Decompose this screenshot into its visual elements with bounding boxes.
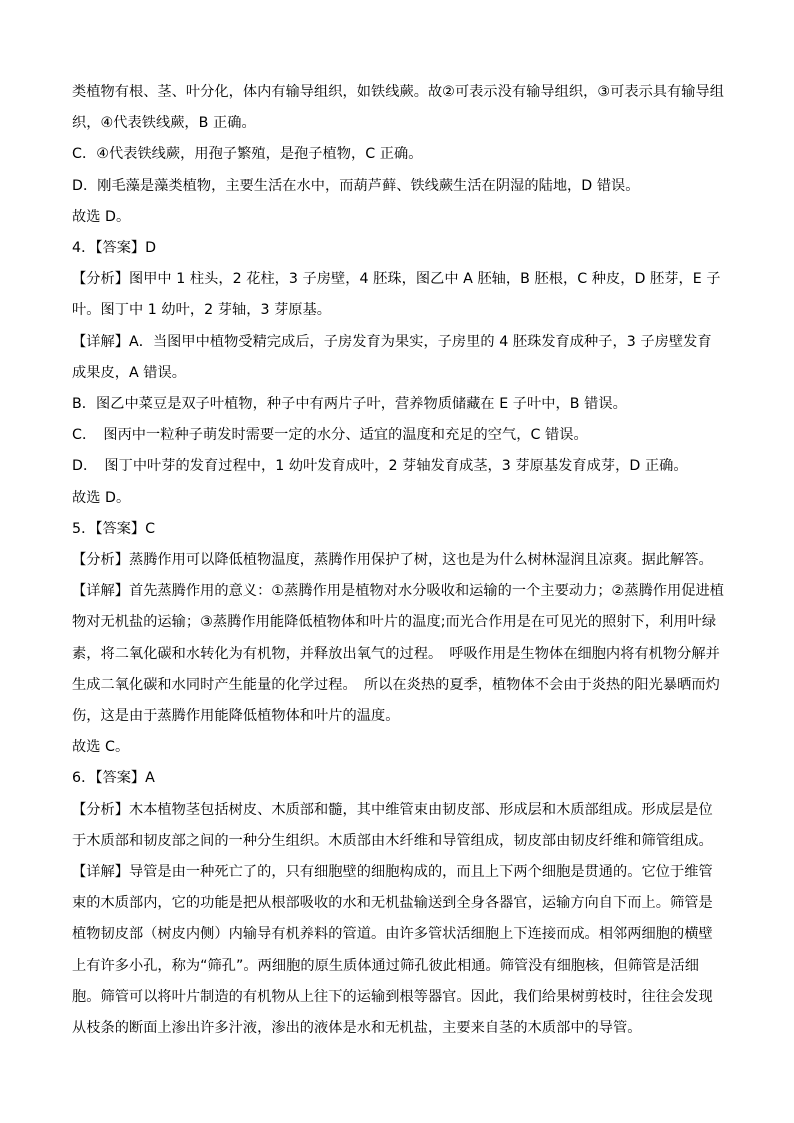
question-5-answer: 5．【答案】C: [72, 520, 156, 537]
question-4-detail-d: D． 图丁中叶芽的发育过程中，1 幼叶发育成叶，2 芽轴发育成茎，3 芽原基发育成芽，D 正确。: [72, 458, 688, 475]
question-5-choose: 故选 C。: [72, 739, 130, 756]
question-4-answer: 4．【答案】D: [72, 240, 157, 257]
paragraph-option-d: D．刚毛藻是藻类植物，主要生活在水中，而葫芦藓、铁线蕨生活在阴湿的陆地，D 错误。: [72, 177, 640, 194]
question-5-detail: 【详解】首先蒸腾作用的意义：①蒸腾作用是植物对水分吸收和运输的一个主要动力；②蒸腾作用促进植物对无机盐的运输；③蒸腾作用能降低植物体和叶片的温度;而光合作用是在可见光的照射下，利用叶绿素，将二氧化碳和水转化为有机物，并释放出氧气的过程。 呼吸作用是生物体在细胞内将有机物分解并生成二氧化碳和水同时产生能量的化学过程。 所以在炎热的夏季，植物体不会由于炎热的阳光暴晒而灼伤，这是由于蒸腾作用能降低植物体和叶片的温度。: [72, 583, 724, 725]
question-4-analysis: 【分析】图甲中 1 柱头，2 花柱，3 子房壁，4 胚珠，图乙中 A 胚轴，B 胚根，C 种皮，D 胚芽，E 子叶。图丁中 1 幼叶，2 芽轴，3 芽原基。: [72, 271, 721, 319]
question-5-analysis: 【分析】蒸腾作用可以降低植物温度，蒸腾作用保护了树，这也是为什么树林湿润且凉爽。据此解答。: [72, 552, 713, 569]
question-4-detail-c: C． 图丙中一粒种子萌发时需要一定的水分、适宜的温度和充足的空气，C 错误。: [72, 427, 588, 444]
question-4-choose: 故选 D。: [72, 489, 131, 506]
paragraph-fern-conclusion: 类植物有根、茎、叶分化，体内有输导组织，如铁线蕨。故②可表示没有输导组织，③可表示具有输导组织，④代表铁线蕨，B 正确。: [72, 84, 724, 132]
paragraph-choose-d: 故选 D。: [72, 208, 131, 225]
question-6-analysis: 【分析】木本植物茎包括树皮、木质部和髓，其中维管束由韧皮部、形成层和木质部组成。形成层是位于木质部和韧皮部之间的一种分生组织。木质部由木纤维和导管组成，韧皮部由韧皮纤维和筛管组成。: [72, 801, 713, 849]
document-body: [72, 77, 724, 1044]
paragraph-option-c: C．④代表铁线蕨，用孢子繁殖，是孢子植物，C 正确。: [72, 146, 423, 163]
question-6-answer: 6．【答案】A: [72, 770, 155, 787]
question-6-detail: 【详解】导管是由一种死亡了的，只有细胞壁的细胞构成的，而且上下两个细胞是贯通的。它位于维管束的木质部内，它的功能是把从根部吸收的水和无机盐输送到全身各器官，运输方向自下而上。筛管是植物韧皮部（树皮内侧）内输导有机养料的管道。由许多管状活细胞上下连接而成。相邻两细胞的横壁上有许多小孔，称为“筛孔”。两细胞的原生质体通过筛孔彼此相通。筛管没有细胞核，但筛管是活细胞。筛管可以将叶片制造的有机物从上往下的运输到根等器官。因此，我们给果树剪枝时，往往会发现从枝条的断面上渗出许多汁液，渗出的液体是水和无机盐，主要来自茎的木质部中的导管。: [72, 864, 713, 1037]
question-4-detail-a: 【详解】A．当图甲中植物受精完成后，子房发育为果实，子房里的 4 胚珠发育成种子，3 子房壁发育成果皮，A 错误。: [72, 333, 712, 381]
question-4-detail-b: B．图乙中菜豆是双子叶植物，种子中有两片子叶，营养物质储藏在 E 子叶中，B 错误。: [72, 396, 627, 413]
